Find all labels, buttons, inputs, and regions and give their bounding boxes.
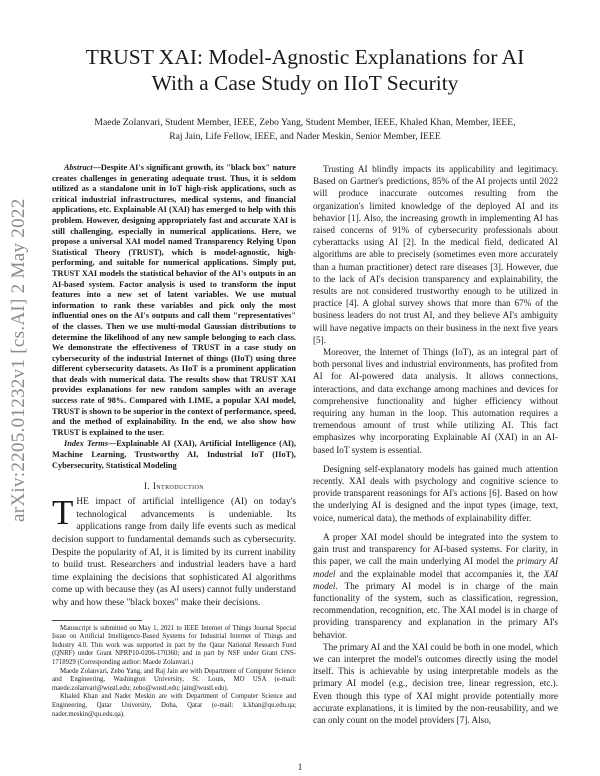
authors-line-1: Maede Zolanvari, Student Member, IEEE, Zebo Yang, Student Member, IEEE, Khaled Khan, Member, IEEE, (94, 117, 516, 128)
index-terms (52, 439, 296, 471)
p4-part-a: A proper XAI model should be integrated into the system to gain trust and transparency for AI-based systems. For clarity, in this paper, we call the main underlying AI model the (313, 531, 558, 567)
intro-text: impact of artificial intelligence (AI) on today's technological advancements is undeniable. Its applications range from daily life events such as medical decision support to fundamental demands such as cybersecurity. Despite the popularity of AI, it is limited by its current inability to build trust. Researchers and industrial leaders have a hard time explaining the decisions that sophisticated AI algorithms come up with because they (as AI users) cannot fully understand why and how these "black boxes" make their decisions. (52, 497, 296, 608)
intro-paragraph (52, 493, 296, 609)
footnote-affiliation-wustl: Maede Zolanvari, Zebo Yang, and Raj Jain are with Department of Computer Science and Engineering, Washington University, St. Louis, MO USA (e-mail: maede.zolanvari@wustl.edu; zebo@wustl.edu; jain@wustl.edu). (52, 667, 296, 692)
p4-emphasis-primary: primary AI model (313, 556, 558, 579)
body-paragraph-2: Moreover, the Internet of Things (IoT), as an integral part of both personal lives and industrial environments, has profited from AI for AI-powered data analysis. It allows connections, interactions, and data exchange among machines and devices for comprehensive functionality and higher efficiency without requiring any human in the loop. This automation requires a tremendous amount of trust while utilizing AI. This fact emphasizes why incorporating Explainable AI (XAI) in an AI-based IoT system is essential. (313, 347, 558, 455)
paper-title (50, 44, 560, 96)
title-line-1: TRUST XAI: Model-Agnostic Explanations for AI (85, 45, 525, 69)
section-heading: I. Introduction (143, 481, 205, 492)
footnote-affiliation-qu: Khaled Khan and Nader Meskin are with Department of Computer Science and Engineering, Qatar University, Doha, Qatar (e-mail: k.khan@qu.edu.qa; nader.meskin@qu.edu.qa). (52, 693, 296, 718)
index-terms-label: Index Terms (64, 439, 108, 449)
right-column (313, 163, 558, 726)
p4-part-c: . The primary AI model is in charge of the main functionality of the system, such as classification, regression, recommendation, recognition, etc. The XAI model is in charge of providing transparency and explanation in the primary AI's behavior. (313, 580, 558, 640)
abstract (52, 163, 296, 438)
p4-emphasis-xai: XAI model (313, 568, 558, 591)
footnote-manuscript: Manuscript is submitted on May 1, 2021 to IEEE Internet of Things Journal Special Issue on Artificial Intelligence-Based Systems for Industrial Internet of Things and Industry 4.0. This work was supported in part by the Qatar National Research Fund (QNRF) under Grant NPRP10-0206-170360; and in part by NSF under Grant CNS-1718929 (Corresponding author: Maede Zolanvari.) (52, 624, 296, 666)
title-line-2: With a Case Study on IIoT Security (151, 71, 459, 95)
arxiv-stamp: arXiv:2205.01232v1 [cs.AI] 2 May 2022 (8, 198, 29, 522)
drop-cap: T (52, 493, 74, 533)
footnote-rule (52, 620, 142, 621)
body-paragraph-1: Trusting AI blindly impacts its applicability and legitimacy. Based on Gartner's predictions, 85% of the AI projects until 2022 will produce inaccurate outcomes resulting from the organization's limited knowledge of the deployed AI and its behavior [1]. Also, the increasing growth in implementing AI has raised concerns of 91% of cybersecurity professionals about cyberattacks using AI [2]. In the medical field, dedicated AI algorithms are able to precisely (sometimes even more accurately than a human practitioner) detect rare diseases [3]. However, due to the lack of AI's decision transparency and explainability, the results are not considered trustworthy enough to be utilized in practice [4]. A global survey shows that more than 67% of the business leaders do not trust AI, and they believe AI's ambiguity will have negative impacts on their business in the next five years [5]. (313, 164, 558, 345)
authors-line-2: Raj Jain, Life Fellow, IEEE, and Nader Meskin, Senior Member, IEEE (169, 131, 441, 142)
body-paragraph-3: Designing self-explanatory models has gained much attention recently. XAI deals with psychology and cognitive science to provide transparent reasonings for AI's actions [6]. Based on how the underlying AI is designed and the input types (image, text, voice, numerical data), the methods of explainability differ. (313, 463, 558, 523)
p4-part-b: and the explainable model that accompanies it, the (335, 568, 544, 579)
page-number: 1 (297, 762, 303, 772)
intro-first-word: HE (76, 497, 89, 508)
body-paragraph-5: The primary AI and the XAI could be both in one model, which we can interpret the model's outcomes directly using the model itself. This is achievable by using interpretable models as the primary AI model (e.g., decision tree, linear regression, etc.). Even though this type of XAI might provide potentially more accurate explanations, it is limited by the non-reusability, and we can only count on the model providers [7]. Also, (313, 641, 558, 725)
abstract-text: —Despite AI's significant growth, its "black box" nature creates challenges in generating adequate trust. Thus, it is seldom utilized as a standalone unit in IoT high-risk applications, such as critical industrial infrastructures, medical systems, and financial applications, etc. Explainable AI (XAI) has emerged to help with this problem. However, designing appropriately fast and accurate XAI is still challenging, especially in numerical applications. Here, we propose a universal XAI model named Transparency Relying Upon Statistical Theory (TRUST), which is model-agnostic, high-performing, and suitable for numerical applications. Simply put, TRUST XAI models the statistical behavior of the AI's outputs in an AI-based system. Factor analysis is used to transform the input features into a new set of latent variables. We use mutual information to rank these variables and pick only the most influential ones on the AI's outputs and call them "representatives" of the classes. Then we use multi-modal Gaussian distributions to determine the likelihood of any new sample belonging to each class. We demonstrate the effectiveness of TRUST in a case study on cybersecurity of the industrial Internet of things (IIoT) using three different cybersecurity datasets. As IIoT is a prominent application that deals with numerical data. The results show that TRUST XAI provides explanations for new random samples with an average success rate of 98%. Compared with LIME, a popular XAI model, TRUST is shown to be superior in the context of performance, speed, and the method of explainability. In the end, we also show how TRUST is explained to the user. (52, 163, 296, 437)
body-paragraph-4 (313, 531, 558, 641)
left-column (52, 163, 296, 719)
index-terms-text: —Explainable AI (XAI), Artificial Intelligence (AI), Machine Learning, Trustworthy AI, Industrial IoT (IIoT), Cybersecurity, Statistical Modeling (52, 439, 297, 470)
abstract-label: Abstract (64, 163, 93, 172)
author-list (50, 116, 560, 144)
